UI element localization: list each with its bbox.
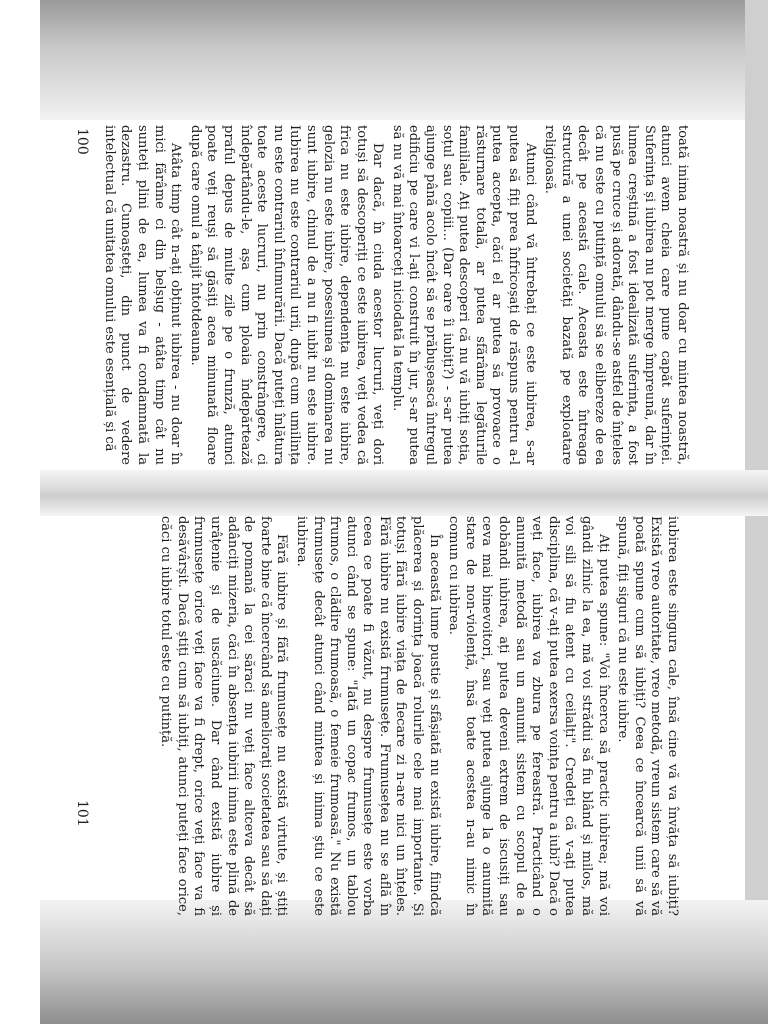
left-page [30,120,730,470]
left-paragraph-1: toată inima noastră și nu doar cu mintea noastră, atunci avem cheia care pune capăt suferinței. Suferința și iubirea nu pot merge împreună, dar în lumea creștină a fost idealizată suferința, a fost pusă pe cruce și adorată, dându-se astfel de înțeles că nu este cu putință omului să se elibereze de ea decât pe această cale. Aceasta este întreaga structură a unei societăți bazată pe exploatare religioasă. [542,125,690,465]
scanner-shadow-top [40,0,768,120]
right-paragraph-2: Ați putea spune: "Voi încerca să practic iubirea; mă voi gândi zilnic la ea, mă voi strădui să fiu blând și milos, mă voi sili să fiu atent cu ceilalți". Credeți că v-ați putea disciplina, că v-ați putea exersa voința pentru a iubi? Dacă o veți face, iubirea va zbura pe fereastră. Practicând o anumită metodă sau un anumit sistem cu scopul de a dobândi iubirea, ați putea deveni extrem de iscusiți sau ceva mai binevoitori, sau veți putea ajunge la o anumită stare de non-violență, însă toate acestea n-au nimic în comun cu iubirea. [446,516,611,916]
right-paragraph-3: În această lume pustie și sfâșiată nu există iubire, fiindcă plăcerea și dorința joacă rolurile cele mai importante. Și totuși fără iubire viața de fiecare zi n-are nici un înțeles. Fără iubire nu există frumusețe. Frumusețea nu se află în ceea ce poate fi văzut, nu despre frumusețe este vorba atunci când se spune: "Iată un copac frumos, un tablou frumos, o clădire frumoasă, o femeie frumoasă." Nu există frumusețe decât atunci când mintea și inima știu ce este iubirea. [293,516,442,916]
right-paragraph-1: iubirea este singura cale, însă cine vă va învăța să iubiți? Există vreo autoritate, vreo metodă, vreun sistem care să vă poată spune cum să iubiți? Ceea ce încearcă unii să vă spună, fiți siguri că nu este iubire. [615,516,680,916]
book-spine [40,470,768,516]
left-page-text [70,125,690,465]
left-paragraph-2: Atunci când vă întrebați ce este iubirea, s-ar putea să fiți prea înfricoșați de răspuns pentru a-l putea accepta, căci el ar putea să provoace o răsturnare totală, ar putea sfărâma legăturile familiale. Ați putea descoperi că nu vă iubiți soția, soțul sau copiii... (Dar oare îi iubiți?) - s-ar putea ajunge până acolo încât să se prăbușească întregul edificiu pe care vi l-ați construit în jur, s-ar putea să nu vă mai întoarceți niciodată la templu. [389,125,538,465]
left-paragraph-4: Atâta timp cât n-ați obținut iubirea - nu doar în mici fărâme ci din belșug - atâta timp cât nu sunteți plini de ea, lumea va fi condamnată la dezastru. Cunoașteți, din punct de vedere intelectual că unitatea omului este esențială și că [101,125,184,465]
left-paragraph-3: Dar dacă, în ciuda acestor lucruri, veți dori totuși să descoperiți ce este iubirea, veți vedea că frica nu este iubire, dependența nu este iubire, gelozia nu este iubire, posesiunea și dominarea nu sunt iubire, chinul de a nu fi iubit nu este iubire. Iubirea nu este contrariul urii, după cum umilința nu este contrariul înfumurării. Dacă puteți înlătura toate aceste lucruri, nu prin constrângere, ci îndepărtându-le, așa cum ploaia îndepărtează praful depus de multe zile pe o frunză, atunci poate veți reuși să găsiți acea minunată floare după care omul a tânjit întotdeauna. [187,125,386,465]
right-page [30,516,730,926]
right-page-text [70,516,680,916]
page-number-right: 101 [74,800,90,827]
page-number-left: 100 [74,128,90,155]
right-paragraph-4: Fără iubire și fără frumusețe nu există virtute, și știți foarte bine că încercând să ameliorați societatea sau să dați de pomană la cei săraci nu veți face altceva decât să adânciți mizeria, căci în absența iubirii inima este plină de urâțenie și de uscăciune. Dar când există iubire și frumusețe orice veți face va fi drept, orice veți face va fi desăvârșit. Dacă știți cum să iubiți, atunci puteți face orice, căci cu iubire totul este cu putință. [158,516,290,916]
